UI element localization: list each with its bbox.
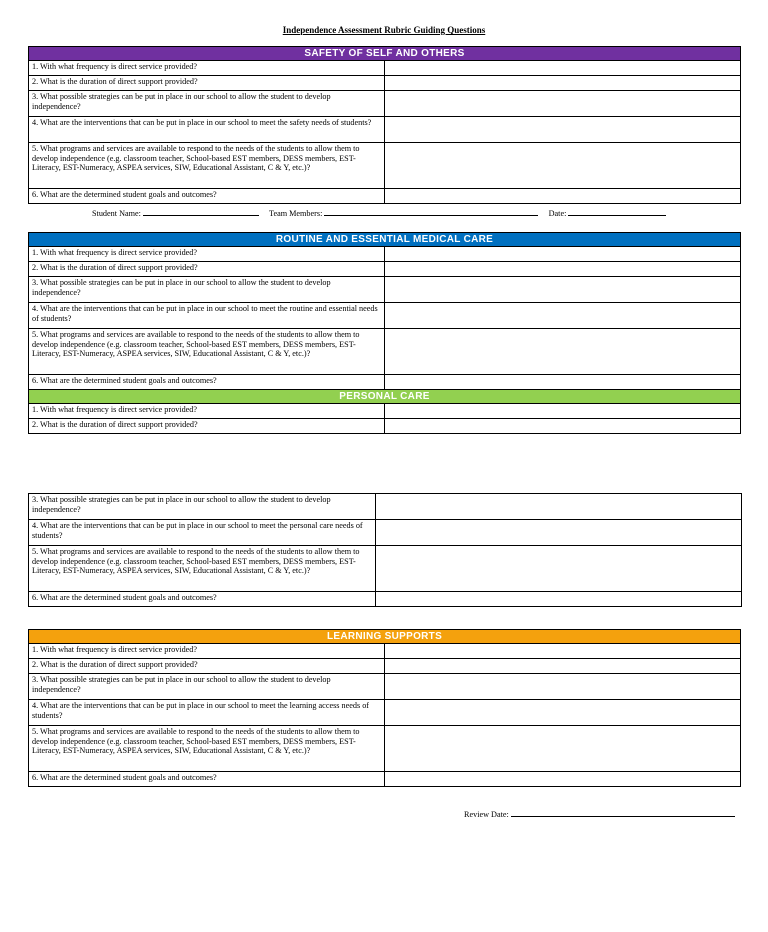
safety-heading-row — [29, 47, 741, 61]
answer-cell[interactable] — [385, 329, 741, 375]
table-row — [29, 700, 741, 726]
medical-heading-row — [29, 233, 741, 247]
table-row — [29, 644, 741, 659]
table-row — [29, 494, 742, 520]
table-row — [29, 329, 741, 375]
question-cell: 6. What are the determined student goals and outcomes? — [29, 592, 376, 607]
question-cell: 1. With what frequency is direct service provided? — [29, 61, 385, 76]
answer-cell[interactable] — [385, 726, 741, 772]
answer-cell[interactable] — [376, 520, 742, 546]
question-cell: 6. What are the determined student goals and outcomes? — [29, 189, 385, 204]
table-row — [29, 592, 742, 607]
question-cell: 5. What programs and services are available to respond to the needs of the students to allow them to develop independence (e.g. classroom teacher, School-based EST members, DESS members, EST- Literacy, EST-Numeracy, ASPEA services, SIW, Educational Assistant, C & Y, etc.)? — [29, 143, 385, 189]
table-row — [29, 303, 741, 329]
question-cell: 4. What are the interventions that can be put in place in our school to meet the routine and essential needs of students? — [29, 303, 385, 329]
answer-cell[interactable] — [385, 277, 741, 303]
question-cell: 2. What is the duration of direct support provided? — [29, 76, 385, 91]
table-row — [29, 520, 742, 546]
signature-row — [92, 207, 666, 218]
date-field[interactable] — [568, 207, 666, 216]
document-title-text: Independence Assessment Rubric Guiding Questions — [282, 25, 486, 35]
medical-table — [28, 232, 741, 434]
answer-cell[interactable] — [385, 143, 741, 189]
table-row — [29, 419, 741, 434]
answer-cell[interactable] — [385, 117, 741, 143]
learning-table — [28, 629, 741, 787]
question-cell: 4. What are the interventions that can be put in place in our school to meet the personal care needs of students? — [29, 520, 376, 546]
table-row — [29, 659, 741, 674]
question-cell: 2. What is the duration of direct support provided? — [29, 659, 385, 674]
table-row — [29, 117, 741, 143]
document-title — [0, 25, 768, 35]
table-row — [29, 76, 741, 91]
question-cell: 3. What possible strategies can be put in place in our school to allow the student to develop independence? — [29, 494, 376, 520]
question-cell: 3. What possible strategies can be put in place in our school to allow the student to develop independence? — [29, 277, 385, 303]
personal-table-continued — [28, 493, 742, 607]
table-row — [29, 726, 741, 772]
answer-cell[interactable] — [376, 494, 742, 520]
team-members-field[interactable] — [324, 207, 538, 216]
table-row — [29, 772, 741, 787]
question-cell: 2. What is the duration of direct support provided? — [29, 419, 385, 434]
question-cell: 1. With what frequency is direct service provided? — [29, 404, 385, 419]
answer-cell[interactable] — [385, 659, 741, 674]
question-cell: 6. What are the determined student goals and outcomes? — [29, 375, 385, 390]
table-row — [29, 277, 741, 303]
question-cell: 5. What programs and services are available to respond to the needs of the students to allow them to develop independence (e.g. classroom teacher, School-based EST members, DESS members, EST- Literacy, EST-Numeracy, ASPEA services, SIW, Educational Assistant, C & Y, etc.)? — [29, 726, 385, 772]
date-label: Date: — [548, 209, 567, 218]
answer-cell[interactable] — [385, 700, 741, 726]
answer-cell[interactable] — [385, 247, 741, 262]
safety-table — [28, 46, 741, 204]
question-cell: 3. What possible strategies can be put in place in our school to allow the student to develop independence? — [29, 674, 385, 700]
review-date-label: Review Date: — [464, 810, 509, 819]
question-cell: 5. What programs and services are available to respond to the needs of the students to allow them to develop independence (e.g. classroom teacher, School-based EST members, DESS members, EST- Literacy, EST-Numeracy, ASPEA services, SIW, Educational Assistant, C & Y, etc.)? — [29, 329, 385, 375]
question-cell: 4. What are the interventions that can be put in place in our school to meet the learning access needs of students? — [29, 700, 385, 726]
question-cell: 4. What are the interventions that can be put in place in our school to meet the safety needs of students? — [29, 117, 385, 143]
question-cell: 2. What is the duration of direct support provided? — [29, 262, 385, 277]
safety-heading: SAFETY OF SELF AND OTHERS — [29, 47, 741, 61]
answer-cell[interactable] — [385, 375, 741, 390]
learning-heading-row — [29, 630, 741, 644]
table-row — [29, 143, 741, 189]
question-cell: 6. What are the determined student goals and outcomes? — [29, 772, 385, 787]
team-members-label: Team Members: — [269, 209, 323, 218]
answer-cell[interactable] — [385, 419, 741, 434]
student-name-label: Student Name: — [92, 209, 141, 218]
table-row — [29, 262, 741, 277]
learning-heading: LEARNING SUPPORTS — [29, 630, 741, 644]
review-date-field[interactable] — [511, 808, 735, 817]
question-cell: 1. With what frequency is direct service provided? — [29, 247, 385, 262]
student-name-field[interactable] — [143, 207, 259, 216]
personal-heading-row — [29, 390, 741, 404]
question-cell: 5. What programs and services are available to respond to the needs of the students to allow them to develop independence (e.g. classroom teacher, School-based EST members, DESS members, EST- Literacy, EST-Numeracy, ASPEA services, SIW, Educational Assistant, C & Y, etc.)? — [29, 546, 376, 592]
answer-cell[interactable] — [385, 404, 741, 419]
answer-cell[interactable] — [385, 674, 741, 700]
answer-cell[interactable] — [385, 189, 741, 204]
answer-cell[interactable] — [376, 546, 742, 592]
table-row — [29, 189, 741, 204]
question-cell: 1. With what frequency is direct service provided? — [29, 644, 385, 659]
table-row — [29, 375, 741, 390]
answer-cell[interactable] — [385, 91, 741, 117]
table-row — [29, 546, 742, 592]
medical-heading: ROUTINE AND ESSENTIAL MEDICAL CARE — [29, 233, 741, 247]
personal-heading: PERSONAL CARE — [29, 390, 741, 404]
table-row — [29, 91, 741, 117]
answer-cell[interactable] — [385, 262, 741, 277]
answer-cell[interactable] — [385, 644, 741, 659]
answer-cell[interactable] — [385, 61, 741, 76]
table-row — [29, 61, 741, 76]
review-date-row — [464, 808, 735, 819]
answer-cell[interactable] — [385, 772, 741, 787]
question-cell: 3. What possible strategies can be put in place in our school to allow the student to develop independence? — [29, 91, 385, 117]
table-row — [29, 404, 741, 419]
table-row — [29, 247, 741, 262]
answer-cell[interactable] — [385, 303, 741, 329]
table-row — [29, 674, 741, 700]
answer-cell[interactable] — [376, 592, 742, 607]
answer-cell[interactable] — [385, 76, 741, 91]
